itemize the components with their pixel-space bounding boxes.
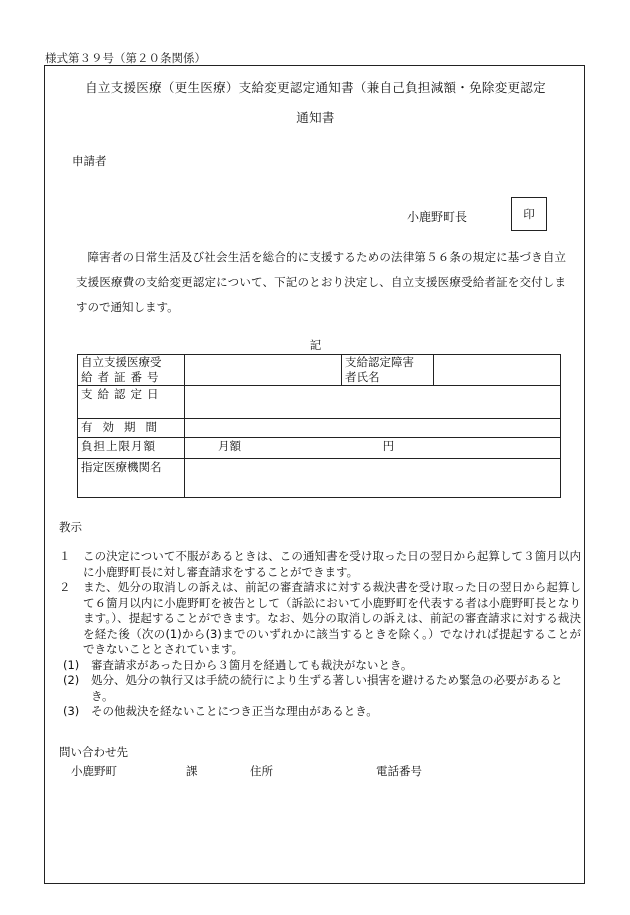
- notice-section: [59, 549, 581, 720]
- yen-label: 円: [382, 439, 395, 453]
- document-title: 自立支援医療（更生医療）支給変更認定通知書（兼自己負担減額・免除変更認定: [85, 80, 546, 95]
- sub-number: (3): [63, 704, 80, 718]
- notice-item-1: [59, 549, 581, 580]
- cert-number-value: [185, 355, 342, 386]
- contact-town: 小鹿野町: [71, 764, 117, 778]
- notice-sub-2: [59, 673, 581, 704]
- info-table: [77, 354, 561, 498]
- body-text: 障害者の日常生活及び社会生活を総合的に支援するための法律第５６条の規定に基づき自立支援医療費の支給変更認定について、下記のとおり決定し、自立支援医療受給者証を交付しますので通知します。: [76, 250, 566, 314]
- table-row: [78, 438, 561, 459]
- document-frame: [44, 65, 585, 884]
- cert-label-line2: 給者証番号: [81, 370, 164, 384]
- mayor-name: 小鹿野町長: [407, 210, 468, 224]
- contact-phone: 電話番号: [376, 764, 422, 778]
- recipient-label-line2: 者氏名: [345, 370, 380, 384]
- sub-text: 審査請求があった日から３箇月を経過しても裁決がないとき。: [91, 657, 413, 672]
- item-text: また、処分の取消しの訴えは、前記の審査請求に対する裁決書を受け取った日の翌日から起算して６箇月以内に小鹿野町を被告として（訴訟において小鹿野町を代表する者は小鹿野町長となります。）、提起することができます。なお、処分の取消しの訴えは、前記の審査請求に対する裁決を経た後（次の(1)から(3)までのいずれかに該当するときを除く。）でなければ提起することができないこととされています。: [83, 580, 581, 656]
- seal-text: 印: [523, 207, 535, 221]
- recipient-name-value: [434, 355, 561, 386]
- notice-item-2: [59, 580, 581, 658]
- sub-text: その他裁決を経ないことにつき正当な理由があるとき。: [91, 704, 378, 718]
- ki-label: 記: [309, 338, 322, 352]
- recipient-name-label: [342, 355, 434, 386]
- table-row: [78, 459, 561, 498]
- table-row: [78, 355, 561, 386]
- contact-section: 課: [186, 764, 198, 778]
- valid-period-label: 有効期間: [78, 419, 185, 438]
- contact-heading: 問い合わせ先: [59, 745, 128, 759]
- seal-box: [511, 197, 547, 231]
- notice-sub-1: [59, 658, 581, 674]
- item-text: この決定について不服があるときは、この通知書を受け取った日の翌日から起算して３箇月以内に小鹿野町長に対し審査請求をすることができます。: [83, 549, 581, 579]
- institution-value: [185, 459, 561, 498]
- cap-amount-label: 負担上限月額: [78, 438, 185, 459]
- contact-address: 住所: [250, 764, 273, 778]
- cert-number-label: [78, 355, 185, 386]
- approval-date-value: [185, 386, 561, 419]
- table-row: [78, 419, 561, 438]
- institution-label: 指定医療機関名: [78, 459, 185, 498]
- notice-sub-3: [59, 704, 581, 720]
- sub-number: (1): [63, 657, 80, 672]
- form-number: 様式第３９号（第２０条関係）: [45, 51, 206, 65]
- approval-date-label: 支給認定日: [78, 386, 185, 419]
- cap-amount-value: [185, 438, 561, 459]
- document-title-line2: 通知書: [296, 110, 335, 125]
- kyouji-heading: 教示: [59, 520, 82, 534]
- recipient-label-line1: 支給認定障害: [345, 355, 414, 369]
- cert-label-line1: 自立支援医療受: [81, 355, 162, 369]
- item-number: ２: [59, 580, 71, 594]
- valid-period-value: [185, 419, 561, 438]
- sub-number: (2): [63, 673, 80, 687]
- body-paragraph: [76, 245, 566, 320]
- monthly-label: 月額: [218, 439, 241, 453]
- sub-text: 処分、処分の執行又は手続の続行により生ずる著しい損害を避けるため緊急の必要があるとき。: [91, 673, 563, 703]
- applicant-label: 申請者: [72, 154, 107, 168]
- table-row: [78, 386, 561, 419]
- item-number: １: [59, 549, 71, 563]
